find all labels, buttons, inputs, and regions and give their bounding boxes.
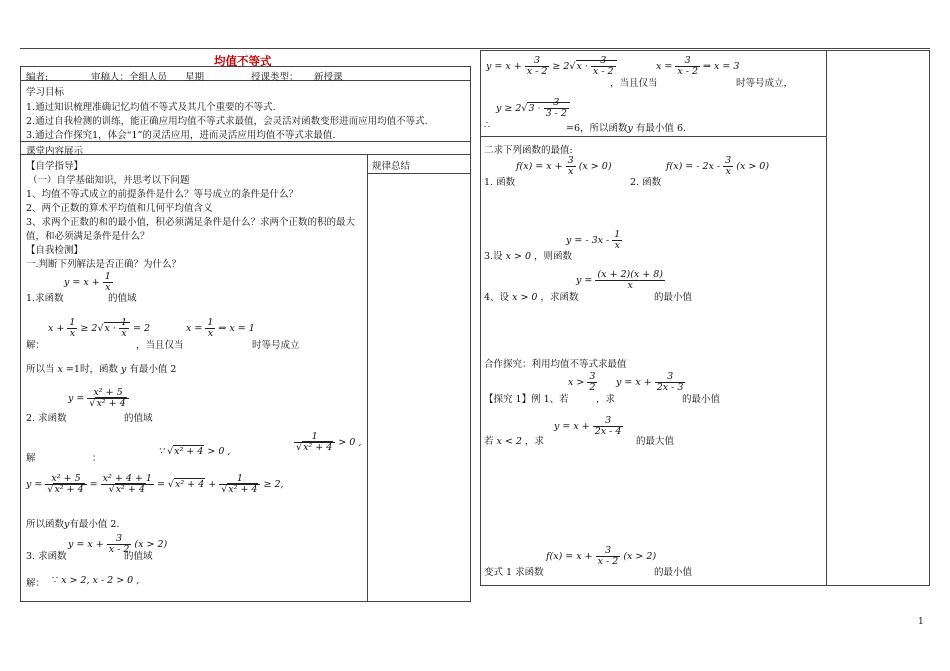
coop-heading: 合作探究：利用均值不等式求最值	[484, 359, 627, 370]
rules-summary-heading: 规律总结	[372, 161, 411, 172]
explore-mid: ，求	[596, 394, 616, 405]
r-eq-holds: 时等号成立，	[736, 78, 794, 89]
r-f3-formula: y = - 3x - $\frac{1}{x}$	[566, 229, 621, 251]
p1-label: 1.求函数	[26, 293, 64, 304]
if-formula: y = x + $\frac{3}{2x - 4}$	[554, 415, 622, 437]
r-therefore: ∴	[484, 120, 491, 131]
class-display-heading: 课堂内容展示	[26, 146, 84, 157]
if-tail: 的最大值	[636, 436, 675, 447]
r-equality-formula: x = $\frac{3}{x - 2}$ ⇒ x = 3	[656, 55, 740, 77]
p2-reciprocal-positive: $\frac{1}{\text{√x² + 4}}$ > 0 ,	[296, 431, 362, 453]
goal-item: 3.通过合作探究1，体会“1”的灵活应用，进而灵活应用均值不等式求最值.	[26, 130, 336, 141]
p2-root-positive: ∵ √x² + 4 > 0 ,	[158, 446, 231, 457]
header-lesson-type-label: 授课类型：	[251, 72, 299, 83]
r-inequality-formula: y = x + $\frac{3}{x - 2}$ ≥ 2√x · $\frac{3}{x - 2}$	[486, 56, 617, 77]
left-column-divider	[367, 154, 368, 602]
p1-inequality-formula: x + $\frac{1}{x}$ ≥ 2√x · $\frac{1}{x}$ = 2	[48, 317, 151, 339]
header-editor: 编者:	[26, 72, 49, 83]
p2-function-formula: y = $\frac{\text{x² + 5}}{\text{√x² + 4}}$	[68, 388, 129, 409]
explore-label: 【探究 1】例 1、若	[484, 394, 569, 405]
so-when-text: 所以当	[26, 364, 55, 375]
header-reviewer: 审稿人：全组人员	[91, 72, 168, 83]
goal-item: 1.通过知识梳理准确记忆均值不等式及其几个重要的不等式.	[26, 102, 276, 113]
question-3a: 3、求两个正数的和的最小值，积必须满足条件是什么？求两个正数的积的最大	[26, 217, 356, 228]
min2-text: 有最小值 2	[129, 364, 177, 375]
r-f4-formula: y = $\frac{(x + 2)(x + 8)}{x}$	[576, 269, 664, 291]
explore-tail: 的最小值	[682, 394, 721, 405]
question-3b: 值，和必须满足条件是什么？	[26, 231, 150, 242]
r-f1-label: 1. 函数	[484, 177, 516, 188]
variant-formula: f(x) = x + $\frac{3}{x - 2}$ (x > 2)	[546, 545, 657, 567]
r-f2-label: 2. 函数	[630, 177, 662, 188]
header-week: 星期	[185, 72, 205, 83]
p1-tail: 的值域	[108, 293, 137, 304]
r-f2-formula: f(x) = - 2x - $\frac{3}{x}$ (x > 0)	[666, 155, 770, 177]
left-header-rule	[20, 80, 471, 81]
p3-tail: 的值域	[124, 551, 153, 562]
judge-instruction: 一.判断下列解法是否正确？为什么？	[26, 259, 182, 270]
variant-tail: 的最小值	[654, 567, 693, 578]
self-check-heading: 【自我检测】	[26, 245, 84, 256]
p1-solution-label: 解：	[26, 340, 46, 351]
p1-equality-formula: x = $\frac{1}{x}$ ⇒ x = 1	[186, 317, 255, 339]
if-mid: ，求	[524, 436, 544, 447]
p1-eq-holds: 时等号成立	[252, 340, 300, 351]
p3-condition: ∵ x > 2, x - 2 > 0 ,	[52, 575, 140, 586]
p1-only-when: ，当且仅当	[136, 340, 184, 351]
left-rule-summary-line	[367, 173, 471, 174]
p2-colon: ：	[92, 453, 102, 464]
if-label: 若	[484, 436, 494, 447]
p3-solution-label: 解：	[26, 578, 46, 589]
goals-heading: 学习目标	[26, 87, 65, 98]
p3-function-formula: y = x + $\frac{3}{x - 2}$ (x > 2)	[68, 533, 168, 555]
top-rule	[20, 48, 930, 49]
f3-mid: ，则函数	[534, 251, 573, 262]
goal-item: 2.通过自我检测的训练，能正确应用均值不等式求最值，会灵活对函数变形进而应用均值不等式.	[26, 116, 428, 127]
min2b-text: 有最小值 2.	[69, 519, 120, 530]
r-f3-line: 3.设 x > 0 ，则函数	[484, 251, 573, 262]
r-f4-line: 4、设 x > 0 ，求函数	[484, 292, 579, 303]
f3-label: 3.设	[484, 251, 503, 262]
p1-conclusion: 所以当 x =1时，函数 y 有最小值 2	[26, 364, 177, 375]
eq6-text: =6，所以函数	[566, 123, 628, 134]
if-line: 若 x < 2 ，求	[484, 436, 544, 447]
p3-condition-text: x > 2, x - 2 > 0 ,	[61, 575, 140, 586]
p2-label: 2. 求函数	[26, 413, 67, 424]
question-2: 2、两个正数的算术平均值和几何平均值含义	[26, 203, 213, 214]
left-display-rule	[20, 154, 471, 155]
when-text: 时，函数	[79, 364, 118, 375]
so-min2-text: 所以函数	[26, 519, 65, 530]
p2-derivation-formula: y = $\frac{\text{x² + 5}}{\text{√x² + 4}}$ = $\frac{\text{x² + 4 + 1}}{\text{√x² + 4}}$ = √x² + 4 + $\frac{1}{\text{√x² + 4}}$ ≥ 2,	[26, 473, 284, 495]
r-only-when: ，当且仅当	[610, 78, 658, 89]
min6-text: 有最小值 6.	[635, 123, 687, 134]
header-lesson-type: 新授课	[314, 72, 343, 83]
variant-label: 变式 1 求函数	[484, 567, 544, 578]
f4-mid: ，求函数	[540, 292, 579, 303]
p3-label: 3. 求函数	[26, 551, 67, 562]
r-f4-tail: 的最小值	[654, 292, 693, 303]
left-goals-rule	[20, 141, 471, 142]
self-guide-heading: 【自学指导】	[26, 161, 84, 172]
explore-formula: y = x + $\frac{3}{2x - 3}$	[616, 371, 684, 393]
page-title: 均值不等式	[214, 54, 272, 68]
r-min6-line: =6，所以函数y 有最小值 6.	[566, 123, 687, 134]
question-1: 1、均值不等式成立的前提条件是什么？等号成立的条件是什么？	[26, 189, 299, 200]
explore-condition: x > $\frac{3}{2}$	[568, 371, 596, 393]
page-number: 1	[918, 617, 924, 627]
p2-tail: 的值域	[124, 413, 153, 424]
right-top-rule	[480, 136, 826, 137]
p2-solution-label: 解	[26, 453, 36, 464]
part2-heading: 二求下列函数的最值:	[484, 145, 573, 156]
p2-conclusion: 所以函数y有最小值 2.	[26, 519, 120, 530]
r-f1-formula: f(x) = x + $\frac{3}{x}$ (x > 0)	[516, 155, 612, 177]
f4-label: 4、设	[484, 292, 510, 303]
basics-line: （一）自学基础知识，并思考以下问题	[28, 175, 190, 186]
right-column-divider	[826, 50, 827, 586]
r-min-formula: y ≥ 2√3 · $\frac{3}{3 - 2}$	[496, 98, 570, 119]
p1-function-formula: y = x + $\frac{1}{x}$	[64, 271, 111, 293]
right-page-frame	[480, 50, 930, 586]
